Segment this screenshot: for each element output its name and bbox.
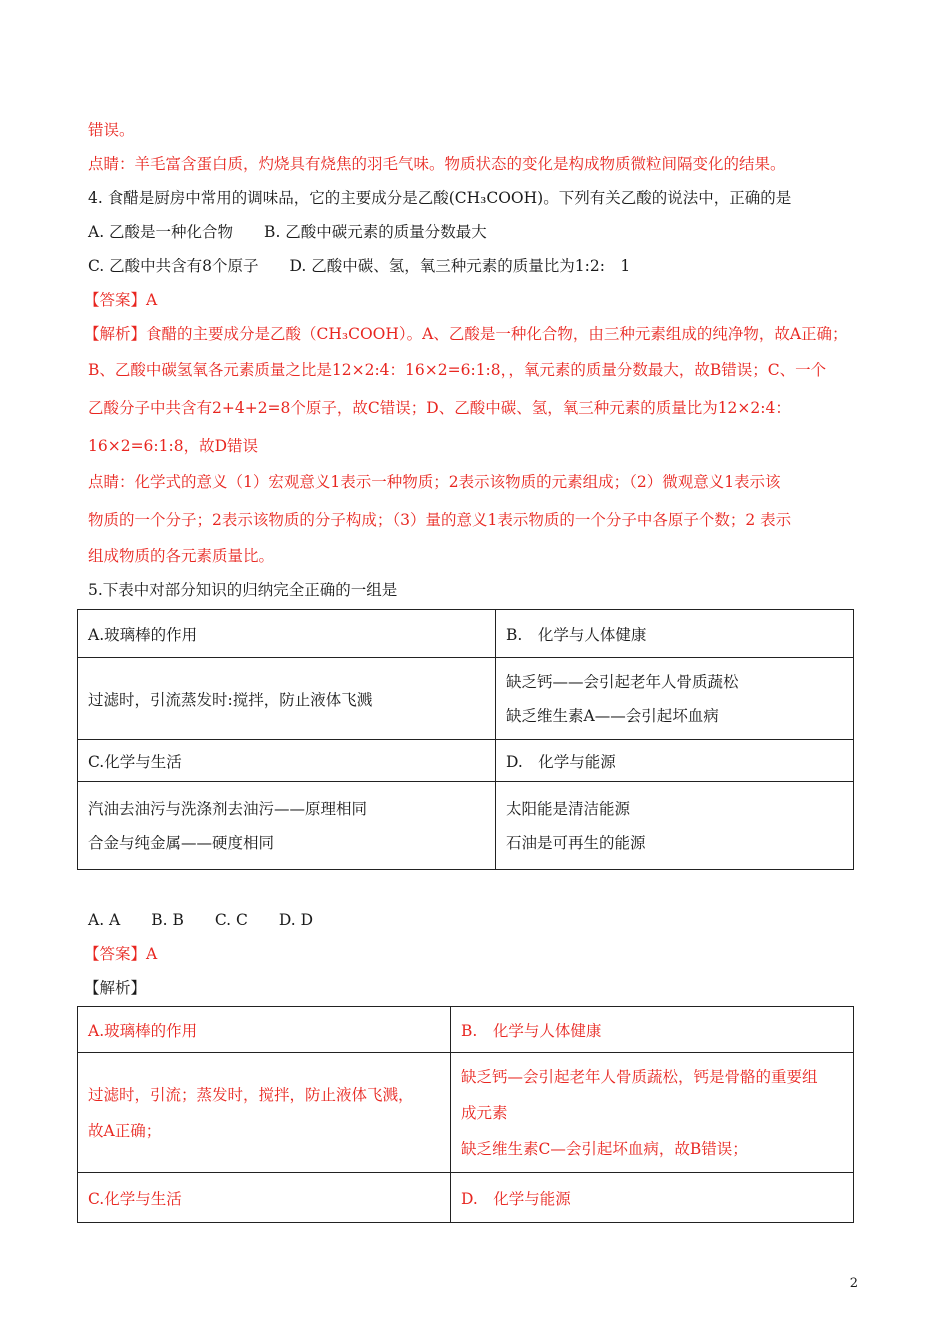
- q4-stem: 4. 食醋是厨房中常用的调味品，它的主要成分是乙酸(CH₃COOH)。下列有关乙酸的说法中，正确的是: [88, 189, 792, 207]
- analysis-cell-a-body-line-2: 故A正确；: [88, 1121, 162, 1140]
- q4-analysis-line-2: B、乙酸中碳氢氧各元素质量之比是12×2:4：16×2=6:1:8，，氧元素的质量分数最大，故B错误；C、一个: [88, 361, 827, 379]
- q4-analysis-line-3: 乙酸分子中共含有2+4+2=8个原子，故C错误；D、乙酸中碳、氢，氧三种元素的质量比为12×2:4：: [88, 399, 791, 417]
- q5-analysis-table: [77, 1006, 854, 1223]
- analysis-cell-b-head: B. 化学与人体健康: [451, 1007, 854, 1053]
- q4-analysis-line-1: 【解析】食醋的主要成分是乙酸（CH₃COOH）。A、乙酸是一种化合物，由三种元素组成的纯净物，故A正确；: [84, 325, 848, 343]
- q5-analysis-label: 【解析】: [84, 979, 147, 997]
- q5-stem: 5.下表中对部分知识的归纳完全正确的一组是: [88, 581, 398, 599]
- table-cell-d-head: D. 化学与能源: [496, 740, 854, 782]
- analysis-cell-a-head: A.玻璃棒的作用: [78, 1007, 451, 1053]
- analysis-cell-c-head: C.化学与生活: [78, 1173, 451, 1223]
- analysis-cell-a-body: [78, 1053, 451, 1173]
- q4-answer: 【答案】A: [84, 291, 158, 309]
- table-cell-c-body-line-2: 合金与纯金属——硬度相同: [88, 833, 275, 852]
- table-cell-c-body-line-1: 汽油去油污与洗涤剂去油污——原理相同: [88, 799, 368, 818]
- q4-options-row-1: A. 乙酸是一种化合物 B. 乙酸中碳元素的质量分数最大: [88, 223, 487, 241]
- q5-knowledge-table: [77, 609, 854, 870]
- table-cell-c-head: C.化学与生活: [78, 740, 496, 782]
- q5-options: A. A B. B C. C D. D: [88, 911, 314, 929]
- analysis-cell-d-head: D. 化学与能源: [451, 1173, 854, 1223]
- table-cell-a-head: A.玻璃棒的作用: [78, 610, 496, 658]
- analysis-cell-b-body-line-2: 成元素: [461, 1103, 508, 1122]
- table-cell-a-body: 过滤时，引流蒸发时:搅拌，防止液体飞溅: [78, 658, 496, 740]
- table-cell-b-body-line-2: 缺乏维生素A——会引起坏血病: [506, 706, 719, 725]
- table-cell-d-body: [496, 782, 854, 870]
- analysis-cell-b-body-line-1: 缺乏钙—会引起老年人骨质蔬松，钙是骨骼的重要组: [461, 1067, 818, 1086]
- table-cell-b-body: [496, 658, 854, 740]
- page-number: 2: [849, 1276, 858, 1291]
- q4-tip-line-1: 点睛：化学式的意义（1）宏观意义1表示一种物质；2表示该物质的元素组成；（2）微观意义1表示该: [88, 473, 781, 491]
- table-cell-c-body: [78, 782, 496, 870]
- analysis-cell-b-body: [451, 1053, 854, 1173]
- analysis-cell-b-body-line-3: 缺乏维生素C—会引起坏血病，故B错误；: [461, 1139, 748, 1158]
- q4-options-row-2: C. 乙酸中共含有8个原子 D. 乙酸中碳、氢，氧三种元素的质量比为1:2: 1: [88, 257, 631, 275]
- q4-analysis-line-4: 16×2=6:1:8，故D错误: [88, 437, 259, 455]
- previous-tip: 点睛：羊毛富含蛋白质，灼烧具有烧焦的羽毛气味。物质状态的变化是构成物质微粒间隔变化的结果。: [88, 155, 786, 173]
- table-cell-b-head: B. 化学与人体健康: [496, 610, 854, 658]
- table-cell-b-body-line-1: 缺乏钙——会引起老年人骨质蔬松: [506, 672, 739, 691]
- q4-tip-line-3: 组成物质的各元素质量比。: [88, 547, 275, 565]
- table-cell-d-body-line-2: 石油是可再生的能源: [506, 833, 646, 852]
- q4-tip-line-2: 物质的一个分子；2表示该物质的分子构成；（3）量的意义1表示物质的一个分子中各原子个数；2 表示: [88, 511, 792, 529]
- analysis-cell-a-body-line-1: 过滤时，引流；蒸发时，搅拌，防止液体飞溅，: [88, 1085, 414, 1104]
- previous-error-tail: 错误。: [88, 121, 135, 139]
- table-cell-d-body-line-1: 太阳能是清洁能源: [506, 799, 631, 818]
- q5-answer: 【答案】A: [84, 945, 158, 963]
